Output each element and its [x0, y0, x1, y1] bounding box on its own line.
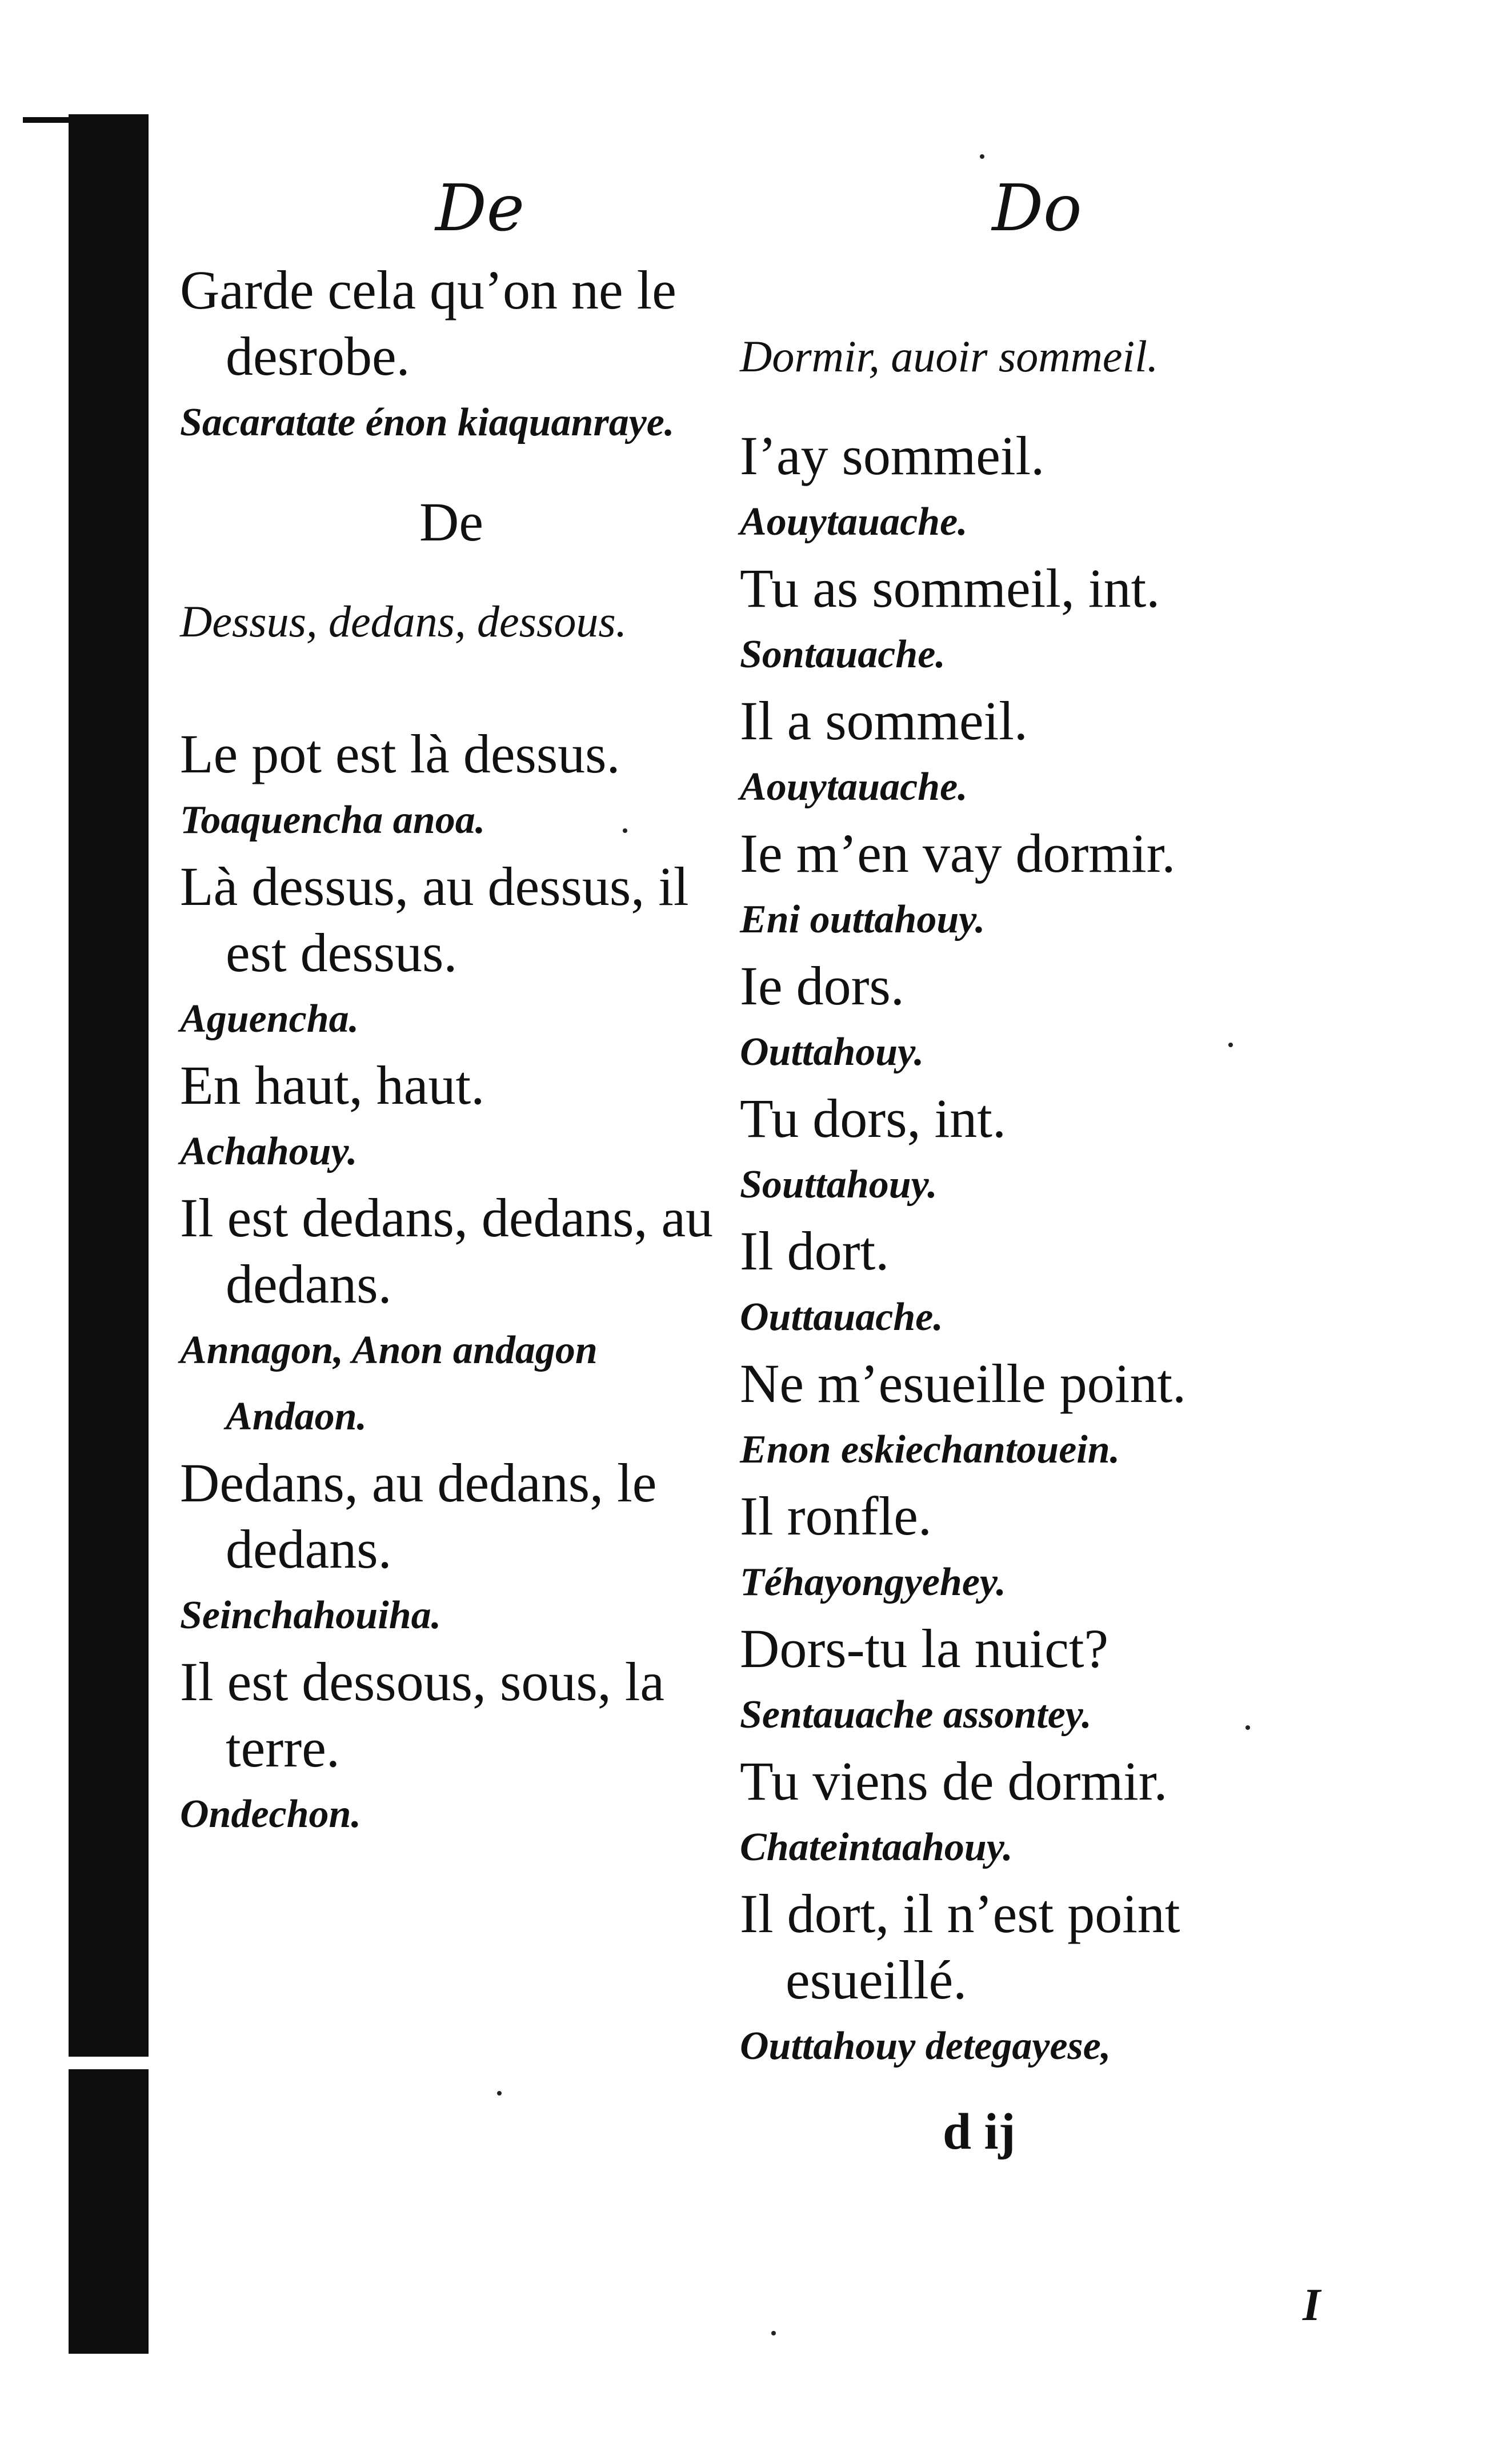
corner-mark: I [1303, 2280, 1321, 2330]
entry-huron: Toaquencha anoa. [180, 798, 486, 842]
entry-french: Ne m’esueille point. [740, 1353, 1187, 1414]
entry-french: En haut, haut. [180, 1055, 485, 1116]
entry-huron: Sacaratate énon kiaquanraye. [180, 400, 675, 444]
entry-french: Dors-tu la nuict? [740, 1618, 1109, 1679]
section-heading: De [419, 491, 483, 552]
entry-french: Il a sommeil. [740, 690, 1028, 751]
entry-huron: Outtahouy detegayese, [740, 2024, 1111, 2068]
entry-huron: Aouytauache. [740, 500, 968, 544]
entry-french: Le pot est là dessus. [180, 723, 620, 784]
entry-french-italic: Dormir, auoir sommeil. [740, 331, 1159, 381]
entry-french: Dedans, au dedans, le dedans. [180, 1452, 657, 1580]
entry-huron: Outtahouy. [740, 1030, 924, 1074]
entry-french: Là dessus, au dessus, il est dessus. [180, 856, 689, 983]
print-speck [771, 2331, 776, 2335]
print-speck [623, 828, 627, 833]
entry-french: I’ay sommeil. [740, 425, 1045, 486]
entry-french: Il dort, il n’est point esueillé. [740, 1883, 1180, 2010]
right-column [740, 171, 1323, 2080]
entry-french-italic: Dessus, dedans, dessous. [180, 596, 627, 646]
entry-huron: Outtauache. [740, 1295, 943, 1339]
entry-huron: Chateintaahouy. [740, 1825, 1013, 1869]
binding-gap [69, 2057, 149, 2069]
entry-huron: Aouytauache. [740, 765, 968, 809]
entry-french: Il est dedans, dedans, au dedans. [180, 1187, 714, 1315]
entry-french: Ie dors. [740, 955, 904, 1016]
entry-huron: Sontauache. [740, 632, 946, 676]
print-speck [497, 2091, 502, 2096]
entry-french: Il ronfle. [740, 1485, 932, 1546]
binding-shadow [69, 114, 149, 2354]
signature-mark: d ij [943, 2104, 1016, 2160]
entry-huron: Enon eskiechantouein. [740, 1428, 1120, 1472]
entry-french: Il dort. [740, 1220, 890, 1281]
left-column-header: De [435, 171, 525, 246]
entry-french: Tu viens de dormir. [740, 1750, 1168, 1812]
print-speck [1245, 1725, 1250, 1730]
entry-french: Tu dors, int. [740, 1088, 1006, 1149]
entry-huron: Ondechon. [180, 1792, 361, 1836]
entry-huron: Eni outtahouy. [740, 898, 986, 941]
entry-huron: Souttahouy. [740, 1163, 938, 1207]
entry-french: Ie m’en vay dormir. [740, 823, 1176, 884]
left-column [180, 171, 723, 1848]
entry-huron: Seinchahouiha. [180, 1593, 442, 1637]
entry-huron: Annagon, Anon andagon Andaon. [180, 1328, 598, 1439]
right-column-header: Do [992, 171, 1082, 246]
entry-huron: Sentauache assontey. [740, 1693, 1092, 1737]
entry-french: Il est dessous, sous, la terre. [180, 1651, 664, 1778]
entry-french: Tu as sommeil, int. [740, 558, 1160, 619]
entry-huron: Aguencha. [180, 997, 359, 1041]
entry-french: Garde cela qu’on ne le desrobe. [180, 259, 676, 387]
entry-huron: Téhayongyehey. [740, 1560, 1006, 1604]
entry-huron: Achahouy. [180, 1129, 358, 1173]
print-speck [1228, 1043, 1233, 1047]
print-speck [980, 154, 984, 159]
